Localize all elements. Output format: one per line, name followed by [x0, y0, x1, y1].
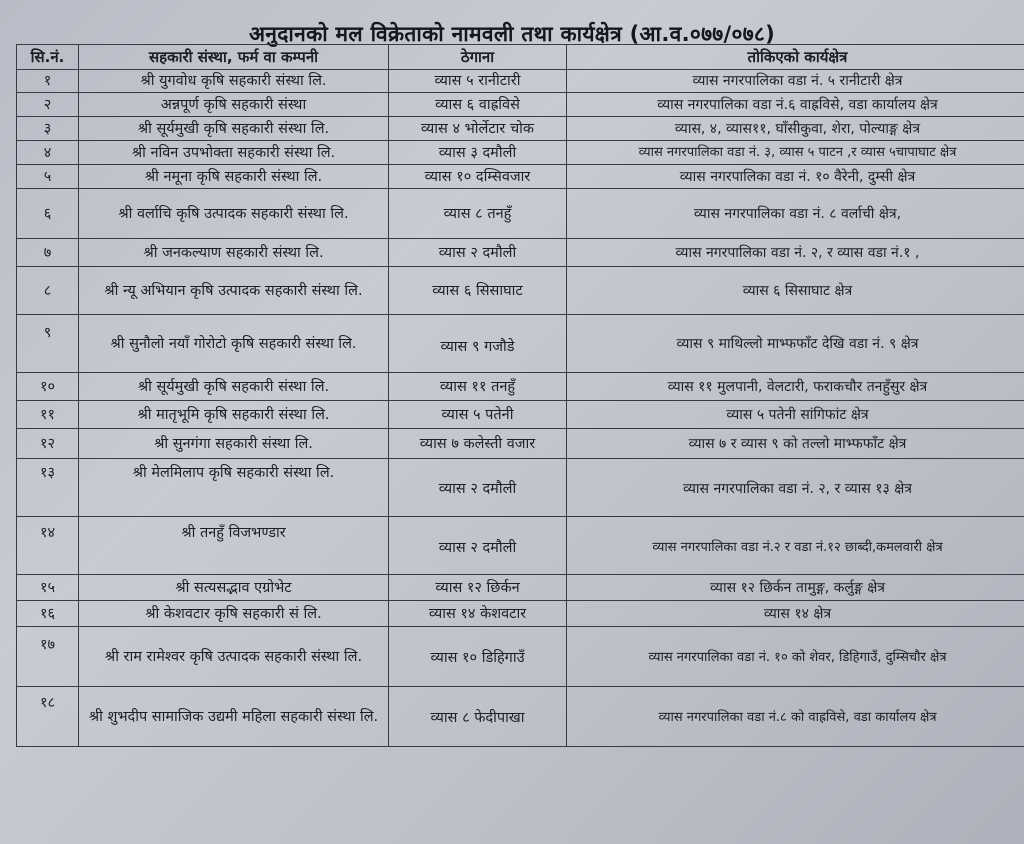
table-row — [17, 401, 1024, 429]
row-serial: ११ — [17, 401, 79, 429]
row-area: व्यास ५ पतेनी सांगिफांट क्षेत्र — [567, 401, 1024, 429]
table-row — [17, 70, 1024, 93]
row-address: व्यास ८ फेदीपाखा — [389, 687, 567, 747]
row-area: व्यास ६ सिसाघाट क्षेत्र — [567, 267, 1024, 315]
table-row — [17, 239, 1024, 267]
table-row — [17, 373, 1024, 401]
table-row — [17, 687, 1024, 747]
table-row — [17, 627, 1024, 687]
row-address: व्यास ११ तनहुँ — [389, 373, 567, 401]
row-area: व्यास नगरपालिका वडा नं.२ र वडा नं.१२ छाब्दी,कमलवारी क्षेत्र — [567, 517, 1024, 575]
row-name: श्री न्यू अभियान कृषि उत्पादक सहकारी संस्था लि. — [79, 267, 389, 315]
row-serial: १४ — [17, 517, 79, 575]
row-serial: ९ — [17, 315, 79, 373]
row-address: व्यास ६ सिसाघाट — [389, 267, 567, 315]
row-serial: २ — [17, 93, 79, 117]
row-area: व्यास नगरपालिका वडा नं. ३, व्यास ५ पाटन ,र व्यास ५चापाघाट क्षेत्र — [567, 141, 1024, 165]
row-name: श्री सुनौलो नयाँ गोरोटो कृषि सहकारी संस्था लि. — [79, 315, 389, 373]
row-area: व्यास नगरपालिका वडा नं. ५ रानीटारी क्षेत्र — [567, 70, 1024, 93]
row-address: व्यास १० दम्सिवजार — [389, 165, 567, 189]
table-row — [17, 315, 1024, 373]
row-address: व्यास २ दमौली — [389, 517, 567, 575]
row-name: श्री शुभदीप सामाजिक उद्यमी महिला सहकारी संस्था लि. — [79, 687, 389, 747]
row-address: व्यास ५ पतेनी — [389, 401, 567, 429]
row-area: व्यास नगरपालिका वडा नं. २, र व्यास १३ क्षेत्र — [567, 459, 1024, 517]
row-serial: १५ — [17, 575, 79, 601]
vendor-table — [16, 44, 1024, 747]
table-row — [17, 93, 1024, 117]
row-name: श्री नविन उपभोक्ता सहकारी संस्था लि. — [79, 141, 389, 165]
row-area: व्यास नगरपालिका वडा नं.८ को वाह्रविसे, वडा कार्यालय क्षेत्र — [567, 687, 1024, 747]
row-name: श्री केशवटार कृषि सहकारी सं लि. — [79, 601, 389, 627]
header-name: सहकारी संस्था, फर्म वा कम्पनी — [79, 45, 389, 70]
header-area: तोकिएको कार्यक्षेत्र — [567, 45, 1024, 70]
row-name: श्री सूर्यमुखी कृषि सहकारी संस्था लि. — [79, 373, 389, 401]
table-row — [17, 517, 1024, 575]
row-serial: ६ — [17, 189, 79, 239]
row-serial: १८ — [17, 687, 79, 747]
row-name: श्री जनकल्याण सहकारी संस्था लि. — [79, 239, 389, 267]
row-address: व्यास ८ तनहुँ — [389, 189, 567, 239]
row-address: व्यास ६ वाह्रविसे — [389, 93, 567, 117]
row-serial: १२ — [17, 429, 79, 459]
header-serial: सि.नं. — [17, 45, 79, 70]
row-serial: १० — [17, 373, 79, 401]
row-serial: ३ — [17, 117, 79, 141]
row-serial: ७ — [17, 239, 79, 267]
row-area: व्यास नगरपालिका वडा नं. ८ वर्लाची क्षेत्र, — [567, 189, 1024, 239]
row-area: व्यास ९ माथिल्लो माभ्फफाँट देखि वडा नं. ९ क्षेत्र — [567, 315, 1024, 373]
document-title: अनुदानको मल विक्रेताको नामवली तथा कार्यक्षेत्र (आ.व.०७७/०७८) — [248, 22, 776, 46]
row-name: श्री सुनगंगा सहकारी संस्था लि. — [79, 429, 389, 459]
row-address: व्यास ९ गजौडे — [389, 315, 567, 373]
row-name: श्री युगवोध कृषि सहकारी संस्था लि. — [79, 70, 389, 93]
table-row — [17, 267, 1024, 315]
row-area: व्यास नगरपालिका वडा नं. २, र व्यास वडा नं.१ , — [567, 239, 1024, 267]
row-serial: ५ — [17, 165, 79, 189]
row-area: व्यास ७ र व्यास ९ को तल्लो माभ्फफाँट क्षेत्र — [567, 429, 1024, 459]
row-address: व्यास ७ कलेस्ती वजार — [389, 429, 567, 459]
table-row — [17, 429, 1024, 459]
row-serial: १ — [17, 70, 79, 93]
table-row — [17, 575, 1024, 601]
row-name: श्री मेलमिलाप कृषि सहकारी संस्था लि. — [79, 459, 389, 517]
row-serial: ४ — [17, 141, 79, 165]
row-name: श्री मातृभूमि कृषि सहकारी संस्था लि. — [79, 401, 389, 429]
row-address: व्यास ३ दमौली — [389, 141, 567, 165]
row-serial: १७ — [17, 627, 79, 687]
row-name: श्री राम रामेश्वर कृषि उत्पादक सहकारी संस्था लि. — [79, 627, 389, 687]
row-serial: १६ — [17, 601, 79, 627]
row-area: व्यास नगरपालिका वडा नं.६ वाह्रविसे, वडा कार्यालय क्षेत्र — [567, 93, 1024, 117]
row-name: श्री सत्यसद्भाव एग्रोभेट — [79, 575, 389, 601]
table-body — [17, 70, 1024, 747]
header-address: ठेगाना — [389, 45, 567, 70]
row-area: व्यास, ४, व्यास११, घाँसीकुवा, शेरा, पोल्याङ्ग क्षेत्र — [567, 117, 1024, 141]
table-row — [17, 117, 1024, 141]
row-name: श्री वर्लाचि कृषि उत्पादक सहकारी संस्था लि. — [79, 189, 389, 239]
row-address: व्यास १० डिहिगाउँ — [389, 627, 567, 687]
row-address: व्यास १२ छिर्कन — [389, 575, 567, 601]
row-address: व्यास ५ रानीटारी — [389, 70, 567, 93]
table-row — [17, 165, 1024, 189]
table-row — [17, 459, 1024, 517]
row-name: श्री नमूना कृषि सहकारी संस्था लि. — [79, 165, 389, 189]
table-row — [17, 189, 1024, 239]
row-area: व्यास नगरपालिका वडा नं. १० को शेवर, डिहिगाउँ, दुम्सिचौर क्षेत्र — [567, 627, 1024, 687]
row-address: व्यास २ दमौली — [389, 239, 567, 267]
table-row — [17, 141, 1024, 165]
row-address: व्यास २ दमौली — [389, 459, 567, 517]
row-address: व्यास १४ केशवटार — [389, 601, 567, 627]
row-area: व्यास ११ मुलपानी, वेलटारी, फराकचौर तनहुँसुर क्षेत्र — [567, 373, 1024, 401]
row-serial: १३ — [17, 459, 79, 517]
row-area: व्यास १२ छिर्कन तामुङ्ग, कर्लुङ्ग क्षेत्र — [567, 575, 1024, 601]
row-area: व्यास नगरपालिका वडा नं. १० वैरेनी, दुम्सी क्षेत्र — [567, 165, 1024, 189]
row-name: श्री तनहुँ विजभण्डार — [79, 517, 389, 575]
row-area: व्यास १४ क्षेत्र — [567, 601, 1024, 627]
table-header-row — [17, 45, 1024, 70]
row-address: व्यास ४ भोर्लेटार चोक — [389, 117, 567, 141]
row-serial: ८ — [17, 267, 79, 315]
row-name: श्री सूर्यमुखी कृषि सहकारी संस्था लि. — [79, 117, 389, 141]
table-row — [17, 601, 1024, 627]
row-name: अन्नपूर्ण कृषि सहकारी संस्था — [79, 93, 389, 117]
